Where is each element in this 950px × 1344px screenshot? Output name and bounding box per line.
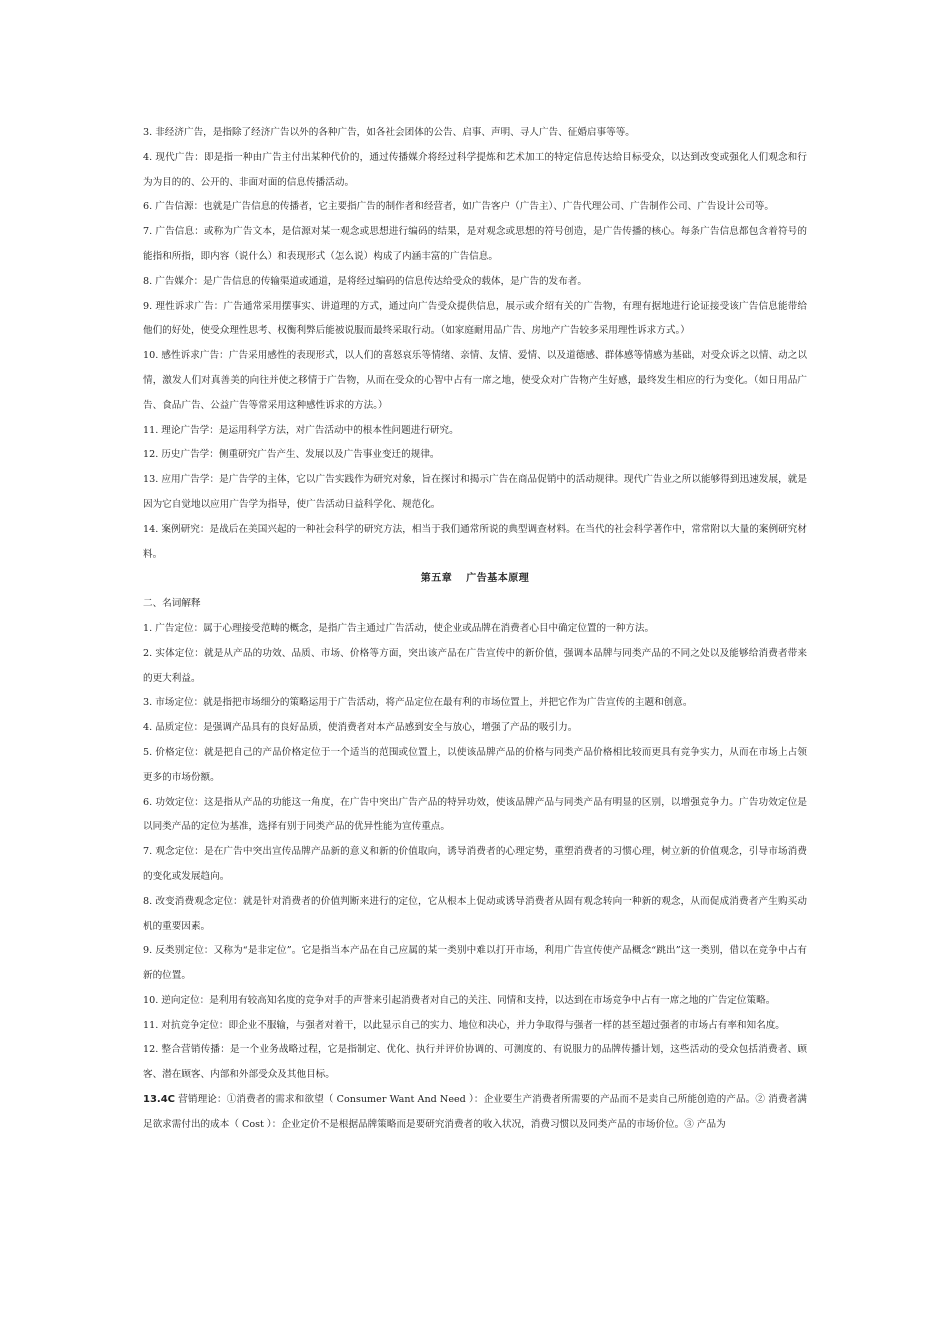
paragraph-item: 4. 品质定位：是强调产品具有的良好品质，使消费者对本产品感到安全与放心，增强了产品的吸引力。 <box>143 722 578 734</box>
paragraph-item: 8. 广告媒介：是广告信息的传输渠道或通道，是将经过编码的信息传达给受众的载体，是广告的发布者。 <box>143 275 587 287</box>
paragraph-item: 12. 历史广告学：侧重研究广告产生、发展以及广告事业变迁的规律。 <box>143 449 440 461</box>
paragraph-item: 6. 广告信源：也就是广告信息的传播者，它主要指广告的制作者和经营者，如广告客户（广告主）、广告代理公司、广告制作公司、广告设计公司等。 <box>143 201 774 213</box>
paragraph-item: 7. 观念定位：是在广告中突出宣传品牌产品新的意义和新的价值取向，诱导消费者的心理定势，重塑消费者的习惯心理，树立新的价值观念，引导市场消费的变化或发展趋向。 <box>143 846 807 882</box>
paragraph-item: 8. 改变消费观念定位：就是针对消费者的价值判断来进行的定位，它从根本上促动或诱导消费者从固有观念转向一种新的观念，从而促成消费者产生购买动机的重要因素。 <box>143 895 807 932</box>
paragraph-item: 9. 理性诉求广告：广告通常采用摆事实、讲道理的方式，通过向广告受众提供信息，展示或介绍有关的广告物，有理有据地进行论证接受该广告信息能带给他们的好处，使受众理性思考、权衡利弊后能被说服而最终采取行动。（如家庭耐用品广告、房地产广告较多采用理性诉求方式。） <box>143 300 807 337</box>
paragraph-item: 7. 广告信息：或称为广告文本，是信源对某一观念或思想进行编码的结果，是对观念或思想的符号创造，是广告传播的核心。每条广告信息都包含着符号的能指和所指，即内容（说什么）和表现形式（怎么说）构成了内涵丰富的广告信息。 <box>143 226 807 262</box>
chapter-title: 广告基本原理 <box>466 573 530 585</box>
paragraph-item: 4. 现代广告：即是指一种由广告主付出某种代价的，通过传播媒介将经过科学提炼和艺术加工的特定信息传达给目标受众，以达到改变或强化人们观念和行为为目的的、公开的、非面对面的信息传播活动。 <box>143 151 807 188</box>
paragraph-item-final <box>143 1088 807 1138</box>
paragraph-body: 营销理论：①消费者的需求和欲望（ Consumer Want And Need ）：企业要生产消费者所需要的产品而不是卖自己所能创造的产品。② 消费者满足欲求需付出的成本（ Cost ）：企业定价不是根据品牌策略而是要研究消费者的收入状况，消费习惯以及同类产品的市场价位。③ 产品为 <box>143 1094 807 1130</box>
paragraph-item: 12. 整合营销传播：是一个业务战略过程，它是指制定、优化、执行并评价协调的、可测度的、有说服力的品牌传播计划，这些活动的受众包括消费者、顾客、潜在顾客、内部和外部受众及其他目标。 <box>143 1044 807 1081</box>
paragraph-item: 13. 应用广告学：是广告学的主体，它以广告实践作为研究对象，旨在探讨和揭示广告在商品促销中的活动规律。现代广告业之所以能够得到迅速发展，就是因为它自觉地以应用广告学为指导，使广告活动日益科学化、规范化。 <box>143 474 807 510</box>
paragraph-item: 3. 市场定位：就是指把市场细分的策略运用于广告活动，将产品定位在最有利的市场位置上，并把它作为广告宣传的主题和创意。 <box>143 697 693 709</box>
paragraph-item: 14. 案例研究：是战后在美国兴起的一种社会科学的研究方法，相当于我们通常所说的典型调查材料。在当代的社会科学著作中，常常附以大量的案例研究材料。 <box>143 523 807 560</box>
paragraph-item: 9. 反类别定位：又称为“是非定位”。它是指当本产品在自己应属的某一类别中难以打开市场，利用广告宣传使产品概念“跳出”这一类别，借以在竞争中占有新的位置。 <box>143 945 807 982</box>
document-page <box>143 121 807 1138</box>
paragraph-item: 11. 对抗竞争定位：即企业不服输，与强者对着干，以此显示自己的实力、地位和决心，并力争取得与强者一样的甚至超过强者的市场占有率和知名度。 <box>143 1019 785 1031</box>
paragraph-item: 10. 感性诉求广告：广告采用感性的表现形式，以人们的喜怒哀乐等情绪、亲情、友情、爱情、以及道德感、群体感等情感为基础，对受众诉之以情、动之以情，激发人们对真善美的向往并使之移情于广告物，从而在受众的心智中占有一席之地，使受众对广告物产生好感，最终发生相应的行为变化。（如日用品广告、食品广告、公益广告等常采用这种感性诉求的方法。） <box>143 350 807 411</box>
paragraph-item: 1. 广告定位：属于心理接受范畴的概念，是指广告主通过广告活动，使企业或品牌在消费者心目中确定位置的一种方法。 <box>143 622 655 634</box>
paragraph-item: 3. 非经济广告，是指除了经济广告以外的各种广告，如各社会团体的公告、启事、声明、寻人广告、征婚启事等等。 <box>143 127 635 138</box>
paragraph-item: 2. 实体定位：就是从产品的功效、品质、市场、价格等方面，突出该产品在广告宣传中的新价值，强调本品牌与同类产品的不同之处以及能够给消费者带来的更大利益。 <box>143 647 807 684</box>
chapter-heading <box>143 567 807 592</box>
paragraph-item: 11. 理论广告学：是运用科学方法，对广告活动中的根本性问题进行研究。 <box>143 424 459 436</box>
paragraph-lead-number: 13.4C <box>143 1094 176 1106</box>
section-heading: 二、名词解释 <box>143 598 201 610</box>
paragraph-item: 6. 功效定位：这是指从产品的功能这一角度，在广告中突出广告产品的特异功效，使该品牌产品与同类产品有明显的区别，以增强竞争力。广告功效定位是以同类产品的定位为基准，选择有别于同类产品的优异性能为宣传重点。 <box>143 796 807 833</box>
chapter-number: 第五章 <box>420 573 453 585</box>
paragraph-item: 5. 价格定位：就是把自己的产品价格定位于一个适当的范围或位置上，以使该品牌产品的价格与同类产品价格相比较而更具有竞争实力，从而在市场上占领更多的市场份额。 <box>143 746 807 783</box>
paragraph-item: 10. 逆向定位：是利用有较高知名度的竞争对手的声誉来引起消费者对自己的关注、同情和支持，以达到在市场竞争中占有一席之地的广告定位策略。 <box>143 994 776 1006</box>
